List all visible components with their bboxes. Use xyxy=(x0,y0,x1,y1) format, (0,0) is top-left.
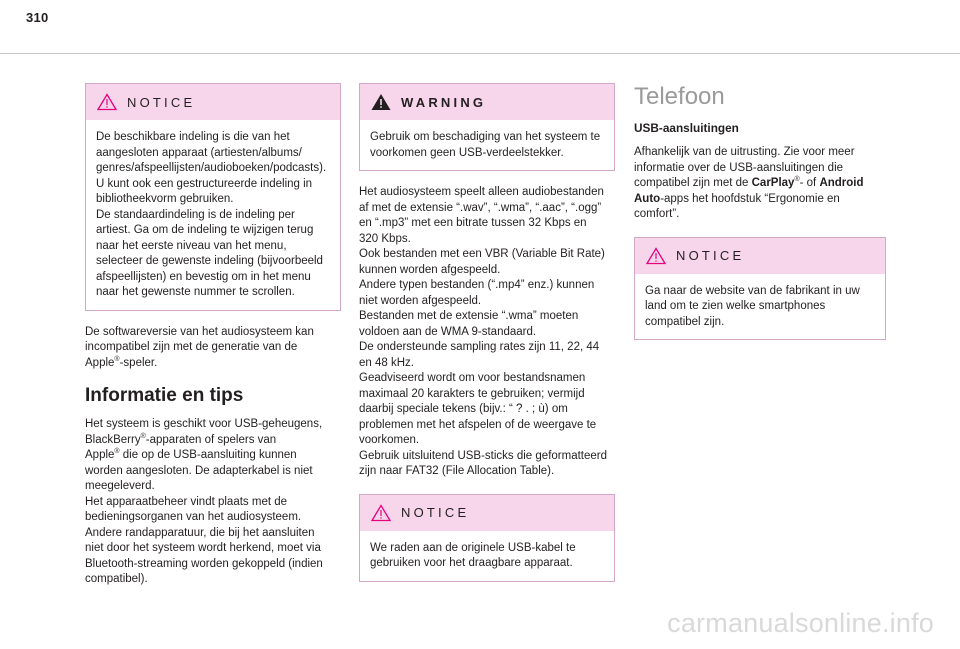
body-line: niet worden afgespeeld. xyxy=(359,294,482,307)
audio-format-paragraph xyxy=(359,185,615,480)
notice-line: bibliotheekvorm gebruiken. xyxy=(96,193,234,205)
notice-line: Ga naar de website van de fabrikant in uw xyxy=(645,284,860,297)
body-line: Andere randapparatuur, die bij het aansluiten xyxy=(85,526,315,539)
warning-body xyxy=(360,120,614,170)
notice-triangle-icon xyxy=(97,93,117,111)
body-line: 320 Kbps. xyxy=(359,232,411,245)
chapter-heading: Telefoon xyxy=(634,83,725,110)
header-rule xyxy=(0,53,960,54)
body-line: informatie over de USB-aansluitingen die xyxy=(634,161,844,174)
body-line: Afhankelijk van de uitrusting. Zie voor meer xyxy=(634,146,855,158)
notice-line: land om te zien welke smartphones xyxy=(645,300,826,312)
notice-box-header xyxy=(86,84,340,120)
column-1 xyxy=(85,83,341,588)
body-line: Bestanden met de extensie “.wma” moeten xyxy=(359,310,579,322)
body-line: en “.mp3” met een bitrate tussen 32 Kbps en xyxy=(359,217,587,229)
notice-line: compatibel zijn. xyxy=(645,315,725,328)
body-line: voorkomen. xyxy=(359,434,420,446)
body-line: incompatibel zijn met de generatie van de xyxy=(85,341,298,353)
body-line: Het systeem is geschikt voor USB-geheugens, xyxy=(85,418,323,430)
body-line: daarbij speciale tekens (bijv.: “ ? . ; ù) om xyxy=(359,403,568,415)
page-number: 310 xyxy=(26,10,49,25)
section-heading: Informatie en tips xyxy=(85,385,244,406)
notice-triangle-icon xyxy=(371,504,391,522)
body-line: Het audiosysteem speelt alleen audiobestanden xyxy=(359,186,604,198)
body-line: Ook bestanden met een VBR (Variable Bit Rate) xyxy=(359,248,605,260)
notice-line: U kunt ook een gestructureerde indeling in xyxy=(96,177,313,190)
body-line: kunnen worden afgespeeld. xyxy=(359,263,501,276)
column-2 xyxy=(359,83,615,596)
warning-label: WARNING xyxy=(401,94,487,110)
notice-line: De beschikbare indeling is die van het xyxy=(96,131,290,143)
body-line: Bluetooth-streaming worden gekoppeld (indien xyxy=(85,557,323,570)
notice-line: afspeellijsten) en bevestig om in het menu xyxy=(96,270,311,283)
notice-body xyxy=(86,120,340,310)
notice-label: NOTICE xyxy=(127,94,196,110)
body-line: De softwareversie van het audiosysteem kan xyxy=(85,325,314,338)
usb-paragraph xyxy=(634,145,886,223)
notice-label: NOTICE xyxy=(401,505,470,520)
body-line: niet door het systeem wordt herkend, moet via xyxy=(85,542,321,554)
body-line: Auto-apps het hoofdstuk “Ergonomie en xyxy=(634,192,840,205)
body-line: compatibel). xyxy=(85,573,148,585)
notice-line: gebruiken voor het draagbare apparaat. xyxy=(370,557,573,569)
notice-line: genres/afspeellijsten/audioboeken/podcasts). xyxy=(96,162,327,174)
notice-box xyxy=(85,83,341,311)
warning-line: voorkomen geen USB-verdeelstekker. xyxy=(370,146,564,159)
notice-line: selecteer de gewenste indeling (bijvoorbeeld xyxy=(96,255,323,267)
warning-box-header xyxy=(360,84,614,120)
body-line: zijn naar FAT32 (File Allocation Table). xyxy=(359,465,555,477)
notice-body xyxy=(635,274,885,340)
body-line: Geadviseerd wordt om voor bestandsnamen xyxy=(359,372,586,384)
software-paragraph xyxy=(85,325,341,372)
notice-body xyxy=(360,531,614,581)
notice-box-header xyxy=(635,238,885,274)
body-line: af met de extensie “.wav”, “.wma”, “.aac”, “.ogg” xyxy=(359,201,602,214)
body-line: De ondersteunde sampling rates zijn 11, 22, 44 xyxy=(359,341,600,353)
body-line: Het apparaatbeheer vindt plaats met de xyxy=(85,495,288,508)
watermark: carmanualsonline.info xyxy=(667,608,934,638)
body-line: Apple® die op de USB-aansluiting kunnen xyxy=(85,448,297,461)
warning-line: Gebruik om beschadiging van het systeem te xyxy=(370,131,601,143)
body-line: comfort”. xyxy=(634,208,680,220)
column-3 xyxy=(634,83,886,354)
notice-line: artiest. Ga om de indeling te wijzigen terug xyxy=(96,224,314,236)
notice-line: aangesloten apparaat (artiesten/albums/ xyxy=(96,146,302,159)
notice-line: We raden aan de originele USB-kabel te xyxy=(370,541,576,554)
body-line: worden aangesloten. De adapterkabel is niet xyxy=(85,464,313,477)
body-line: problemen met het afspelen of de weergave te xyxy=(359,418,597,431)
body-line: bedieningsorganen van het audiosysteem. xyxy=(85,511,302,523)
subsection-heading: USB-aansluitingen xyxy=(634,121,739,135)
notice-line: naar het eerste niveau van het menu, xyxy=(96,239,287,252)
notice-box xyxy=(359,494,615,582)
body-line: maximaal 20 karakters te gebruiken; vermijd xyxy=(359,387,585,400)
warning-box xyxy=(359,83,615,171)
body-line: BlackBerry®-apparaten of spelers van xyxy=(85,432,277,446)
notice-triangle-icon xyxy=(646,247,666,265)
body-line: en 48 kHz. xyxy=(359,356,414,369)
warning-triangle-icon xyxy=(371,93,391,111)
notice-box-header xyxy=(360,495,614,531)
notice-line: naar het gewenste nummer te scrollen. xyxy=(96,286,295,298)
notice-box xyxy=(634,237,886,341)
body-line: compatibel zijn met de CarPlay®- of Android xyxy=(634,176,864,189)
body-line: meegeleverd. xyxy=(85,480,155,492)
notice-label: NOTICE xyxy=(676,248,745,263)
body-line: Apple®-speler. xyxy=(85,355,158,369)
notice-line: De standaardindeling is de indeling per xyxy=(96,208,295,221)
body-line: Andere typen bestanden (“.mp4” enz.) kunnen xyxy=(359,279,595,291)
body-line: voldoen aan de WMA 9-standaard. xyxy=(359,325,537,338)
body-line: Gebruik uitsluitend USB-sticks die geformatteerd xyxy=(359,449,607,462)
tips-paragraph xyxy=(85,417,341,588)
